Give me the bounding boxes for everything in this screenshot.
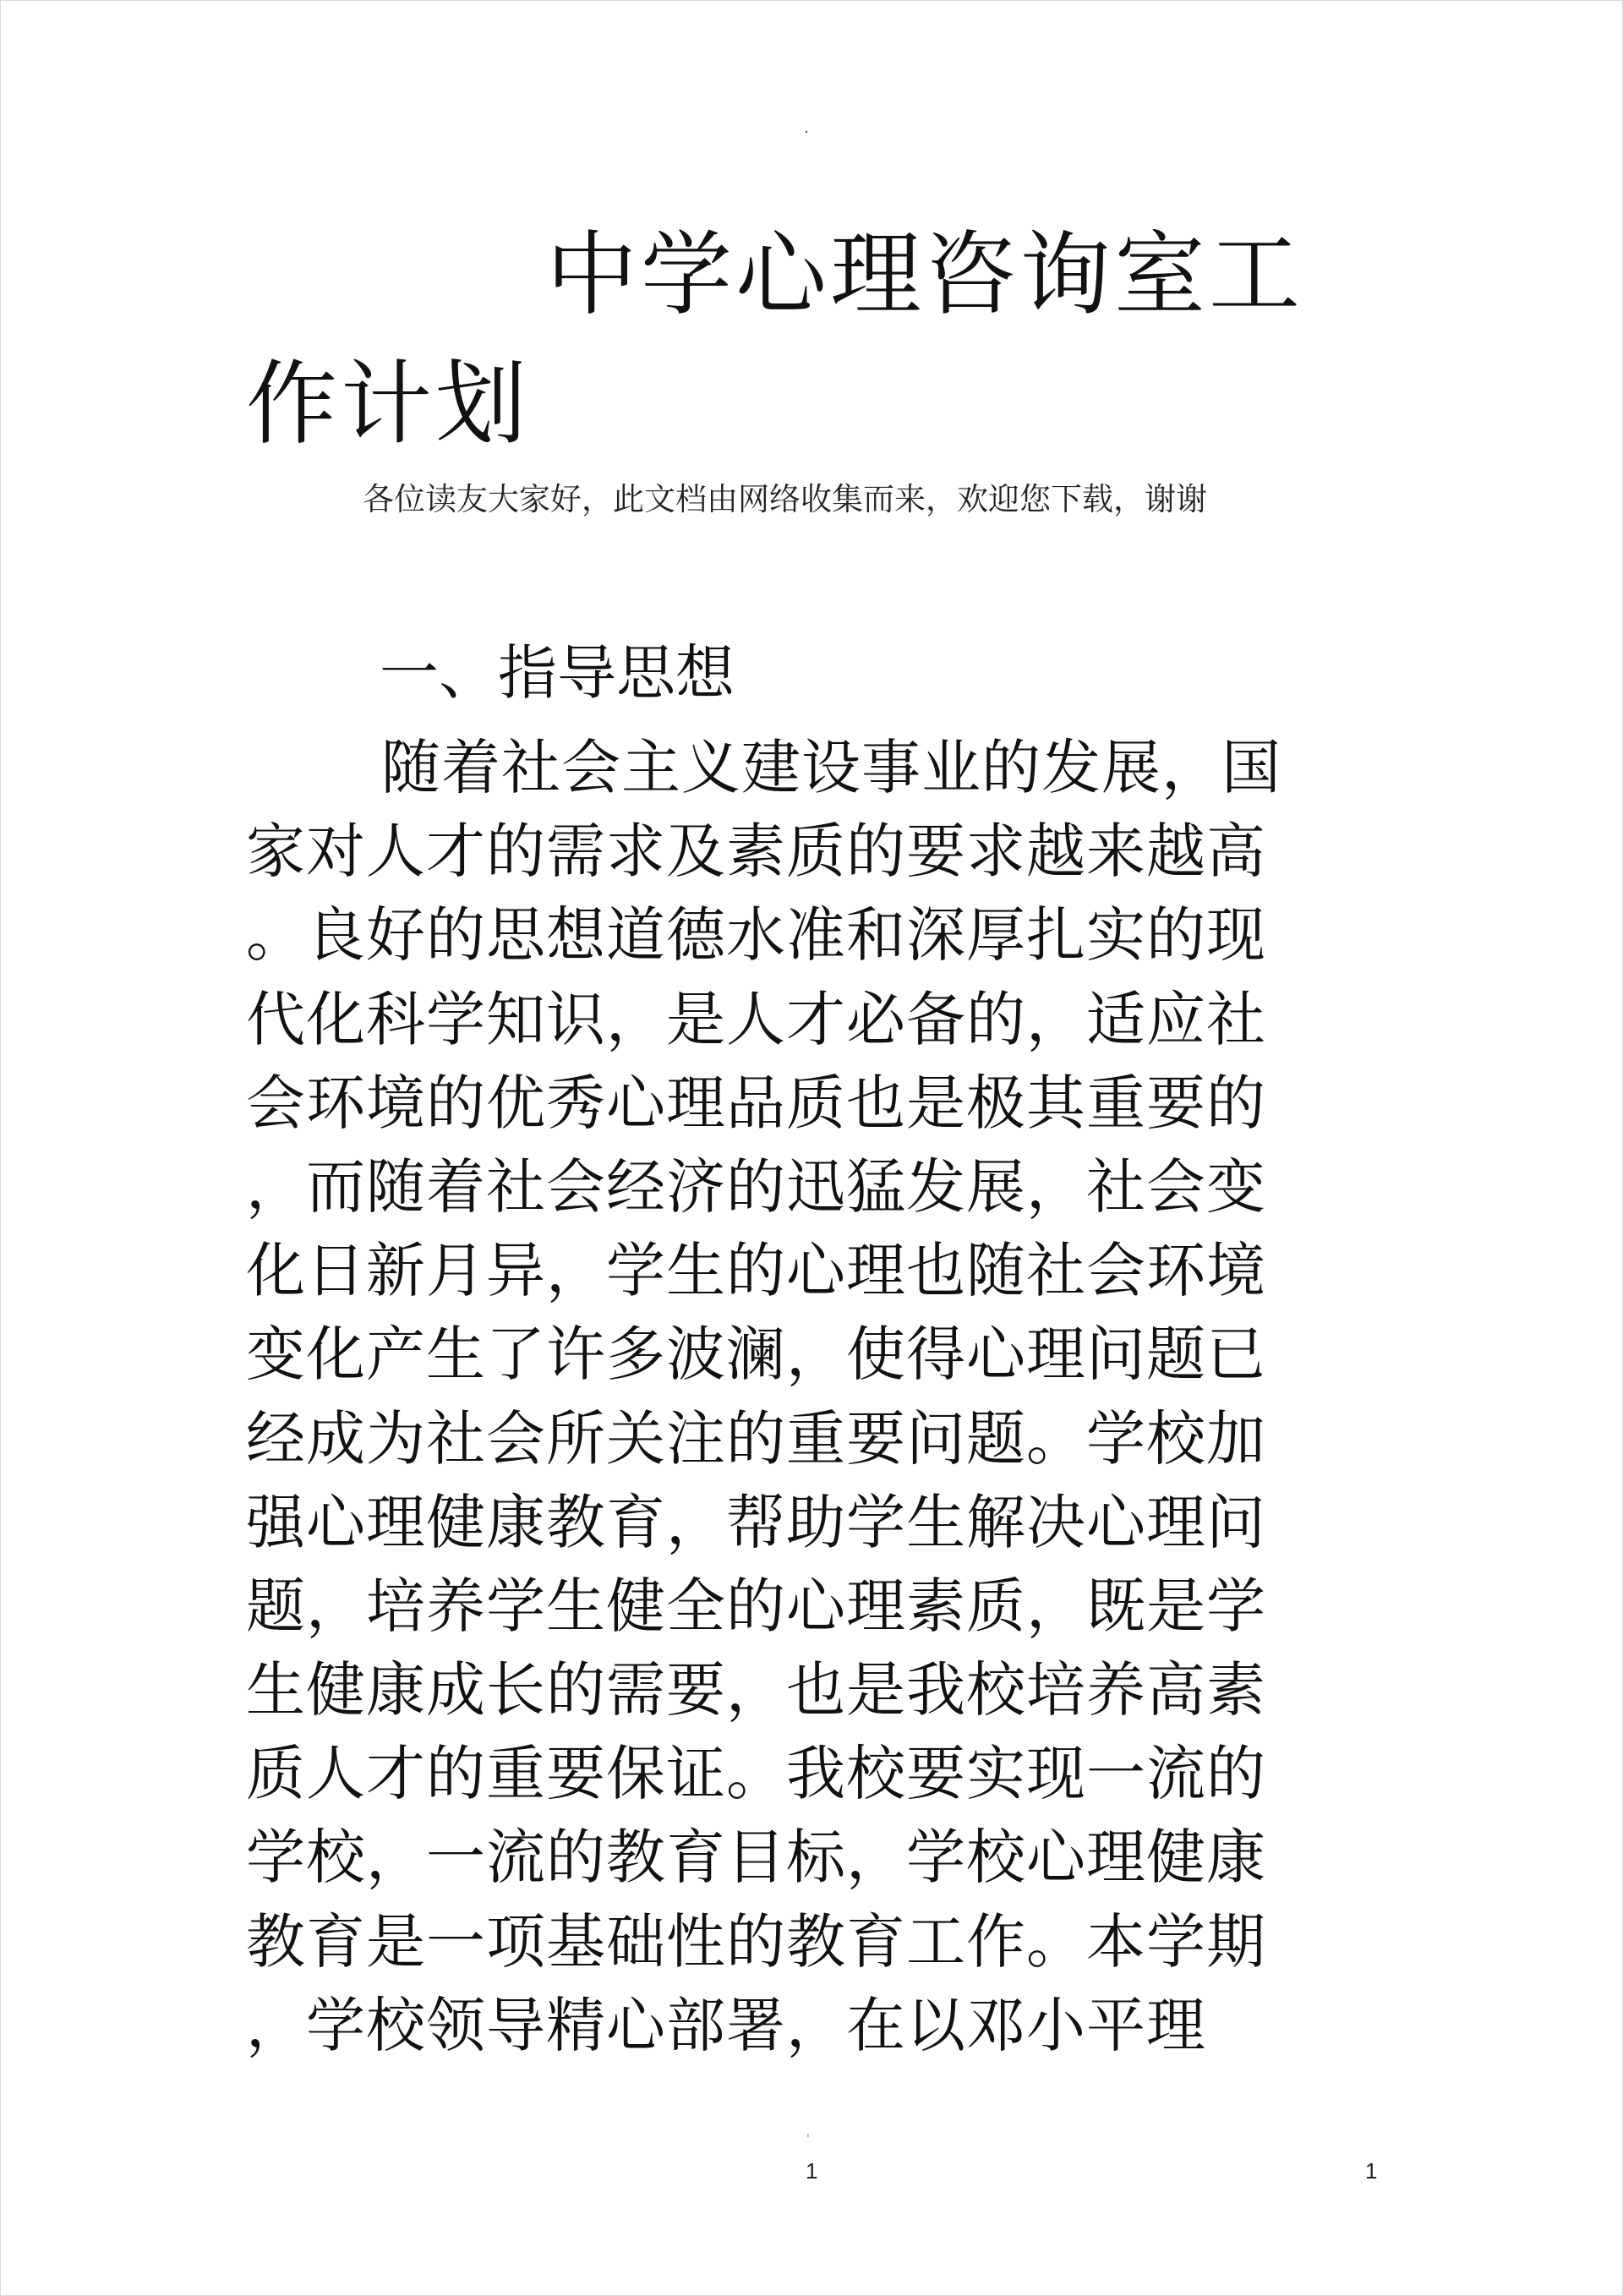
body-line: 会环境的优秀心理品质也是极其重要的 xyxy=(246,1068,1266,1138)
body-line: 随着社会主义建设事业的发展，国 xyxy=(381,733,1281,802)
footer-mark: ' xyxy=(806,2133,810,2146)
page-number-right: 1 xyxy=(1365,2158,1378,2184)
body-line: 化日新月异，学生的心理也随社会环境 xyxy=(246,1236,1266,1306)
body-line: ，而随着社会经济的迅猛发展，社会变 xyxy=(246,1151,1266,1222)
body-line: 家对人才的需求及素质的要求越来越高 xyxy=(246,817,1266,887)
header-mark: . xyxy=(804,119,809,137)
body-line: 生健康成长的需要，也是我校培养高素 xyxy=(246,1655,1266,1725)
body-line: 学校，一流的教育目标，学校心理健康 xyxy=(246,1823,1266,1893)
body-line: 代化科学知识，是人才必备的，适应社 xyxy=(246,984,1266,1054)
body-line: ，学校领导精心部署，在以邓小平理 xyxy=(246,1990,1206,2060)
page-number-center: 1 xyxy=(806,2158,818,2184)
body-line: 变化产生了许多波澜，使得心理问题已 xyxy=(246,1320,1266,1390)
document-subtitle: 各位读友大家好，此文档由网络收集而来，欢迎您下载，谢谢 xyxy=(363,481,1207,517)
body-line: 教育是一项基础性的教育工作。本学期 xyxy=(246,1906,1266,1976)
body-line: 强心理健康教育，帮助学生解决心理问 xyxy=(246,1487,1266,1557)
body-line: 。良好的思想道德水准和深厚扎实的现 xyxy=(246,900,1266,970)
body-line: 经成为社会所关注的重要问题。学校加 xyxy=(246,1403,1266,1473)
document-title-line-1: 中学心理咨询室工 xyxy=(546,222,1304,328)
body-paragraph xyxy=(246,726,1303,2068)
body-line: 题，培养学生健全的心理素质，既是学 xyxy=(246,1571,1266,1641)
body-line: 质人才的重要保证。我校要实现一流的 xyxy=(246,1739,1266,1809)
document-title-line-2: 作计划 xyxy=(246,352,531,457)
section-heading: 一、指导思想 xyxy=(380,638,735,708)
